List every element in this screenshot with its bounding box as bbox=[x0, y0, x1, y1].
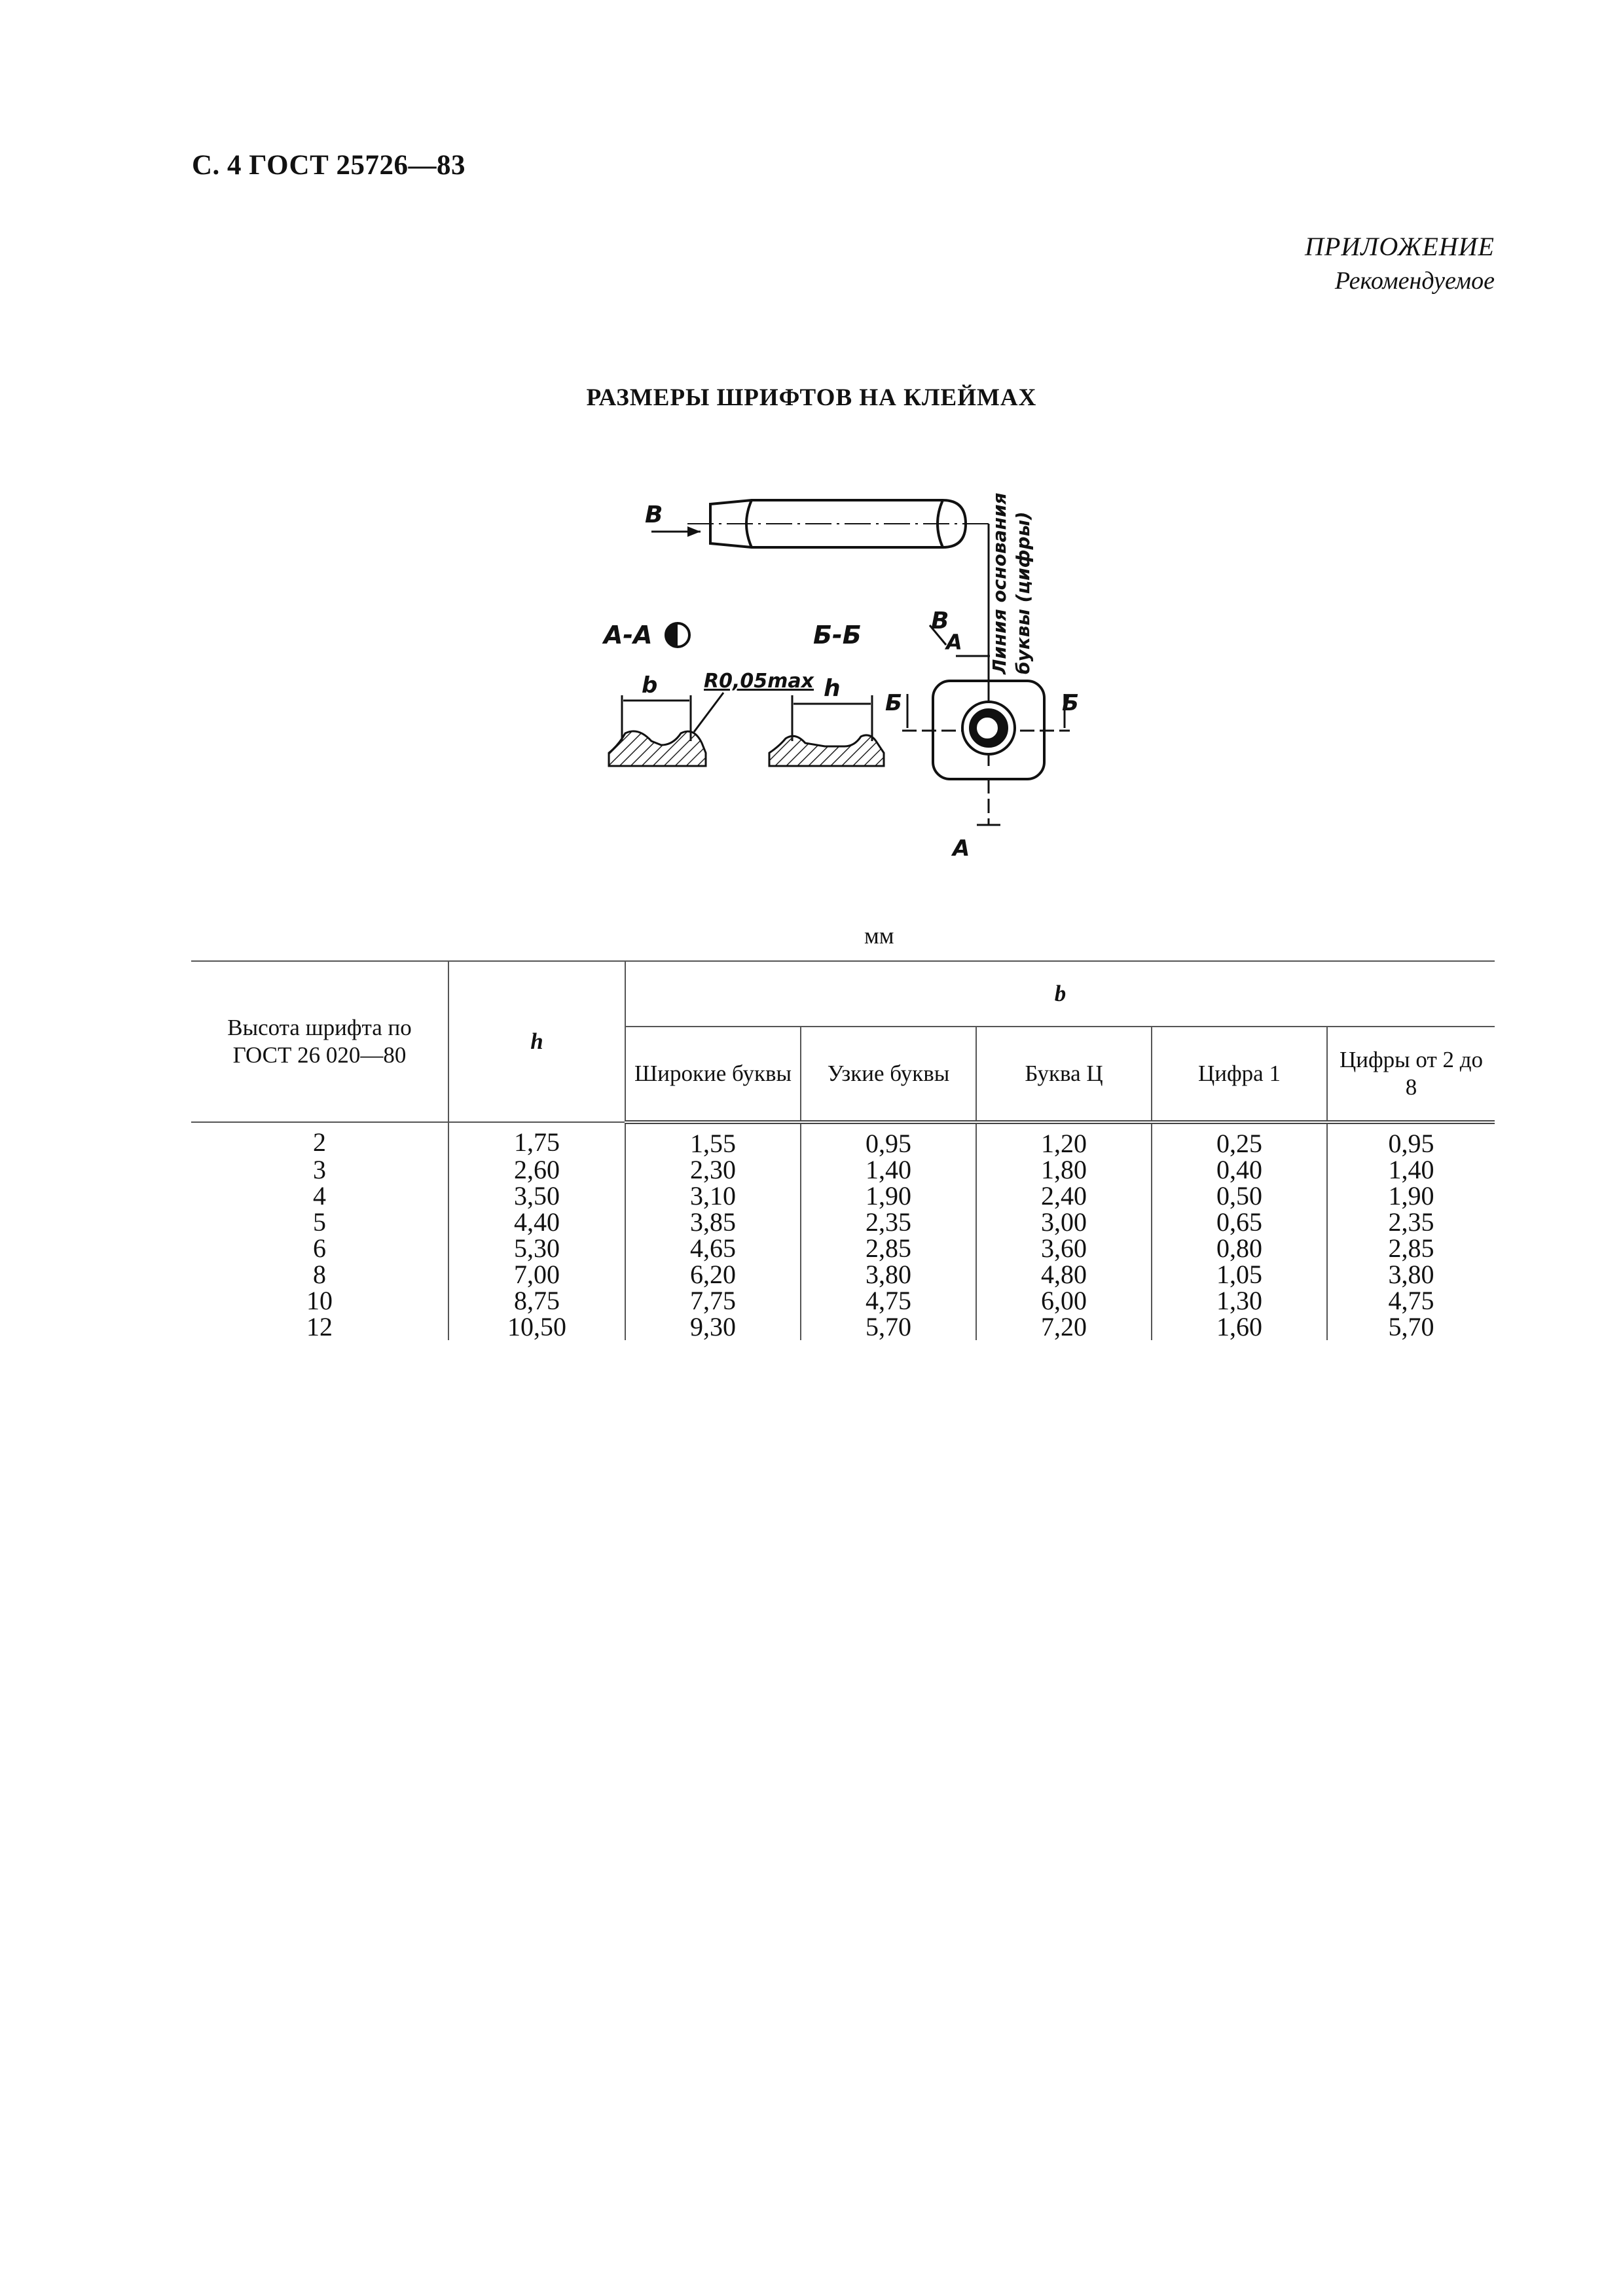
cell: 5,70 bbox=[1327, 1314, 1495, 1340]
cell: 2,60 bbox=[448, 1157, 625, 1183]
cell: 3,10 bbox=[625, 1183, 801, 1209]
dim-h-label: h bbox=[824, 675, 841, 702]
cell: 4 bbox=[191, 1183, 448, 1209]
cell: 0,95 bbox=[801, 1122, 976, 1157]
cell: 2 bbox=[191, 1122, 448, 1157]
cell: 4,65 bbox=[625, 1235, 801, 1262]
cell: 6,00 bbox=[976, 1288, 1152, 1314]
section-aa-profile bbox=[609, 693, 723, 766]
cut-a-top-label: А bbox=[946, 630, 962, 655]
cell: 12 bbox=[191, 1314, 448, 1340]
cell: 2,35 bbox=[1327, 1209, 1495, 1235]
cell: 1,05 bbox=[1152, 1262, 1327, 1288]
cell: 0,65 bbox=[1152, 1209, 1327, 1235]
cell: 8 bbox=[191, 1262, 448, 1288]
view-b-label: В bbox=[645, 501, 663, 528]
cell: 5 bbox=[191, 1209, 448, 1235]
stamp-drawing bbox=[589, 484, 1126, 864]
table-row bbox=[191, 1209, 1495, 1235]
font-sizes-table bbox=[191, 960, 1495, 1340]
cell: 1,20 bbox=[976, 1122, 1152, 1157]
header-narrow-letters: Узкие буквы bbox=[801, 1027, 976, 1122]
cell: 7,75 bbox=[625, 1288, 801, 1314]
cell: 5,30 bbox=[448, 1235, 625, 1262]
cell: 2,40 bbox=[976, 1183, 1152, 1209]
cell: 9,30 bbox=[625, 1314, 801, 1340]
cell: 0,80 bbox=[1152, 1235, 1327, 1262]
header-letter-ts: Буква Ц bbox=[976, 1027, 1152, 1122]
stamp-side-view bbox=[651, 500, 989, 547]
section-bb-label: Б-Б bbox=[813, 621, 862, 649]
table-row bbox=[191, 1262, 1495, 1288]
appendix-status: Рекомендуемое bbox=[1334, 267, 1495, 295]
header-wide-letters: Широкие буквы bbox=[625, 1027, 801, 1122]
cell: 0,50 bbox=[1152, 1183, 1327, 1209]
cut-a-bottom-label: А bbox=[953, 835, 970, 862]
cell: 4,40 bbox=[448, 1209, 625, 1235]
section-aa-symbol-icon bbox=[666, 623, 689, 647]
cell: 0,95 bbox=[1327, 1122, 1495, 1157]
page-header: С. 4 ГОСТ 25726—83 bbox=[192, 150, 466, 181]
cell: 1,60 bbox=[1152, 1314, 1327, 1340]
radius-label: R0,05max bbox=[704, 670, 814, 693]
cell: 3,00 bbox=[976, 1209, 1152, 1235]
cell: 6,20 bbox=[625, 1262, 801, 1288]
cell: 2,85 bbox=[1327, 1235, 1495, 1262]
cell: 0,40 bbox=[1152, 1157, 1327, 1183]
cell: 6 bbox=[191, 1235, 448, 1262]
table-row bbox=[191, 1157, 1495, 1183]
baseline-note-line-1: Линия основания bbox=[989, 492, 1010, 674]
table-row bbox=[191, 1288, 1495, 1314]
unit-label: мм bbox=[864, 922, 894, 949]
cell: 3 bbox=[191, 1157, 448, 1183]
cell: 3,80 bbox=[801, 1262, 976, 1288]
cell: 3,85 bbox=[625, 1209, 801, 1235]
cell: 10 bbox=[191, 1288, 448, 1314]
table-row bbox=[191, 1314, 1495, 1340]
cell: 2,30 bbox=[625, 1157, 801, 1183]
dim-b-label: b bbox=[642, 672, 658, 699]
cell: 1,90 bbox=[1327, 1183, 1495, 1209]
header-font-height: Высота шрифта по ГОСТ 26 020—80 bbox=[191, 961, 448, 1122]
cell: 7,00 bbox=[448, 1262, 625, 1288]
cell: 1,90 bbox=[801, 1183, 976, 1209]
section-bb-profile bbox=[769, 695, 884, 766]
cell: 1,40 bbox=[801, 1157, 976, 1183]
table-row bbox=[191, 1235, 1495, 1262]
cell: 8,75 bbox=[448, 1288, 625, 1314]
cell: 4,75 bbox=[801, 1288, 976, 1314]
cell: 4,75 bbox=[1327, 1288, 1495, 1314]
table-row bbox=[191, 1183, 1495, 1209]
header-h: h bbox=[448, 961, 625, 1122]
cell: 3,60 bbox=[976, 1235, 1152, 1262]
cell: 2,85 bbox=[801, 1235, 976, 1262]
cut-b-right-label: Б bbox=[1062, 690, 1079, 716]
cell: 3,80 bbox=[1327, 1262, 1495, 1288]
cell: 1,55 bbox=[625, 1122, 801, 1157]
view-b2-label: В bbox=[931, 608, 949, 634]
section-aa-label: А-А bbox=[604, 621, 653, 649]
cell: 5,70 bbox=[801, 1314, 976, 1340]
cell: 1,75 bbox=[448, 1122, 625, 1157]
cell: 10,50 bbox=[448, 1314, 625, 1340]
appendix-block bbox=[1305, 229, 1495, 298]
baseline-note-line-2: буквы (цифры) bbox=[1012, 511, 1034, 674]
cell: 3,50 bbox=[448, 1183, 625, 1209]
cell: 1,30 bbox=[1152, 1288, 1327, 1314]
appendix-label: ПРИЛОЖЕНИЕ bbox=[1305, 232, 1495, 261]
cell: 2,35 bbox=[801, 1209, 976, 1235]
table-row bbox=[191, 1122, 1495, 1157]
cell: 7,20 bbox=[976, 1314, 1152, 1340]
cell: 0,25 bbox=[1152, 1122, 1327, 1157]
header-digits-2-8: Цифры от 2 до 8 bbox=[1327, 1027, 1495, 1122]
cut-b-left-label: Б bbox=[885, 690, 902, 716]
document-title: РАЗМЕРЫ ШРИФТОВ НА КЛЕЙМАХ bbox=[586, 384, 1037, 411]
cell: 1,80 bbox=[976, 1157, 1152, 1183]
cell: 4,80 bbox=[976, 1262, 1152, 1288]
header-digit-1: Цифра 1 bbox=[1152, 1027, 1327, 1122]
header-b: b bbox=[625, 961, 1495, 1027]
cell: 1,40 bbox=[1327, 1157, 1495, 1183]
